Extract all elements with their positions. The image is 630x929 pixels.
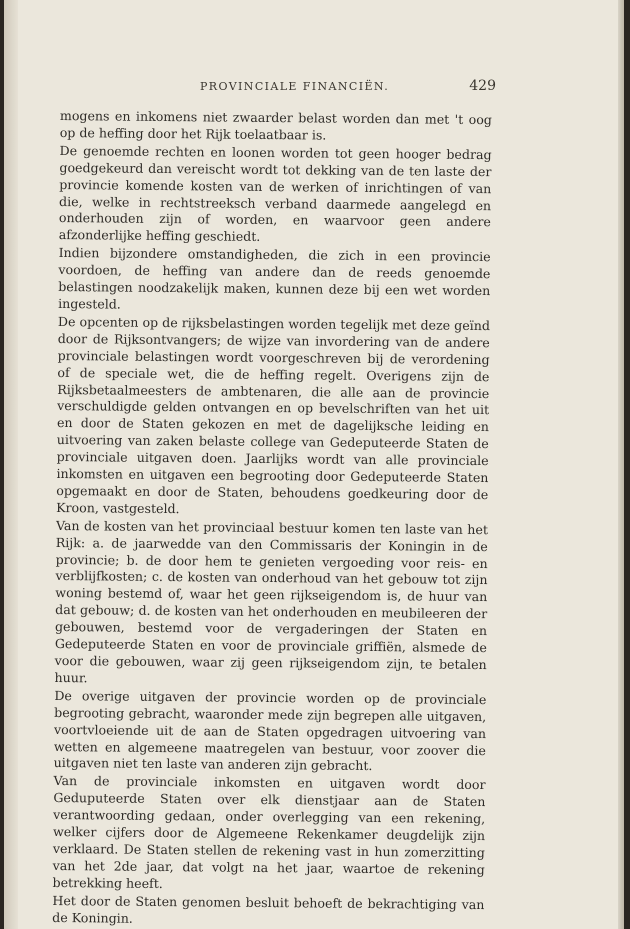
- paragraph: Van de kosten van het provinciaal bestuur komen ten laste van het Rijk: a. de jaarwedde van den Commissaris der Koningin in de provincie; b. de door hem te genieten vergoeding voor reis- en verblijfkosten; c. de kosten van onderhoud van het gebouw tot zijn woning bestemd of, waar het geen rijkseigendom is, de huur van dat gebouw; d. de kosten van het onderhouden en meubileeren der gebouwen, bestemd voor de vergaderingen der Staten en Gedeputeerde Staten en voor de provinciale griffiën, alsmede de voor die gebouwen, waar zij geen rijkseigendom zijn, te betalen huur.: [54, 517, 489, 686]
- page-number: 429: [469, 78, 496, 94]
- page-edge: [618, 0, 624, 929]
- paragraph: Het door de Staten genomen besluit behoeft de bekrachtiging van de Koningin.: [52, 892, 485, 926]
- book-page: [4, 0, 624, 929]
- paragraph: De opcenten op de rijksbelastingen worden tegelijk met deze geïnd door de Rijksontvangers; de wijze van invordering van de andere provinciale belastingen wordt voorgeschreven bij de verordening of de speciale wet, die de heffing regelt. Overigens zijn de Rijksbetaalmeesters de ambtenaren, die alle aan de provincie verschuldigde gelden ontvangen en op bevelschriften van het uit en door de Staten gekozen en met de dagelijksche leiding en uitvoering van zaken belaste college van Gedeputeerde Staten de provinciale uitgaven doen. Jaarlijks wordt van alle provinciale inkomsten en uitgaven een begrooting door Gedeputeerde Staten opgemaakt en door de Staten, behoudens goedkeuring door de Kroon, vastgesteld.: [56, 313, 491, 517]
- running-title: PROVINCIALE FINANCIËN.: [200, 80, 390, 93]
- paragraph: Van de provinciale inkomsten en uitgaven wordt door Geduputeerde Staten over elk dienstjaar aan de Staten verantwoording gedaan, onder overlegging van een rekening, welker cijfers door de Algemeene Rekenkamer deugdelijk zijn verklaard. De Staten stellen de rekening vast in hun zomerzitting van het 2de jaar, dat volgt na het jaar, waartoe de rekening betrekking heeft.: [52, 773, 486, 891]
- paragraph: Indien bijzondere omstandigheden, die zich in een provincie voordoen, de heffing van andere dan de reeds genoemde belastingen noodzakelijk maken, kunnen deze bij een wet worden ingesteld.: [58, 245, 491, 312]
- page-header: [200, 78, 510, 98]
- paragraph: De genoemde rechten en loonen worden tot geen hooger bedrag goedgekeurd dan vereischt wordt tot dekking van de ten laste der provincie komende kosten van de werken of inrichtingen of van die, welke in rechtstreeksch verband daarmede aangelegd en onderhouden zijn of worden, en waarvoor geen andere afzonderlijke heffing geschiedt.: [58, 142, 492, 245]
- body-text: [52, 108, 492, 929]
- paragraph: mogens en inkomens niet zwaarder belast worden dan met 't oog op de heffing door het Rijk toelaatbaar is.: [59, 108, 492, 143]
- page-gutter: [4, 0, 18, 929]
- paragraph: De overige uitgaven der provincie worden op de provinciale begrooting gebracht, waaronder mede zijn begrepen alle uitgaven, voortvloeiende uit de aan de Staten opgedragen uitvoering van wetten en algemeene maatregelen van bestuur, voor zoover die uitgaven niet ten laste van anderen zijn gebracht.: [53, 687, 487, 774]
